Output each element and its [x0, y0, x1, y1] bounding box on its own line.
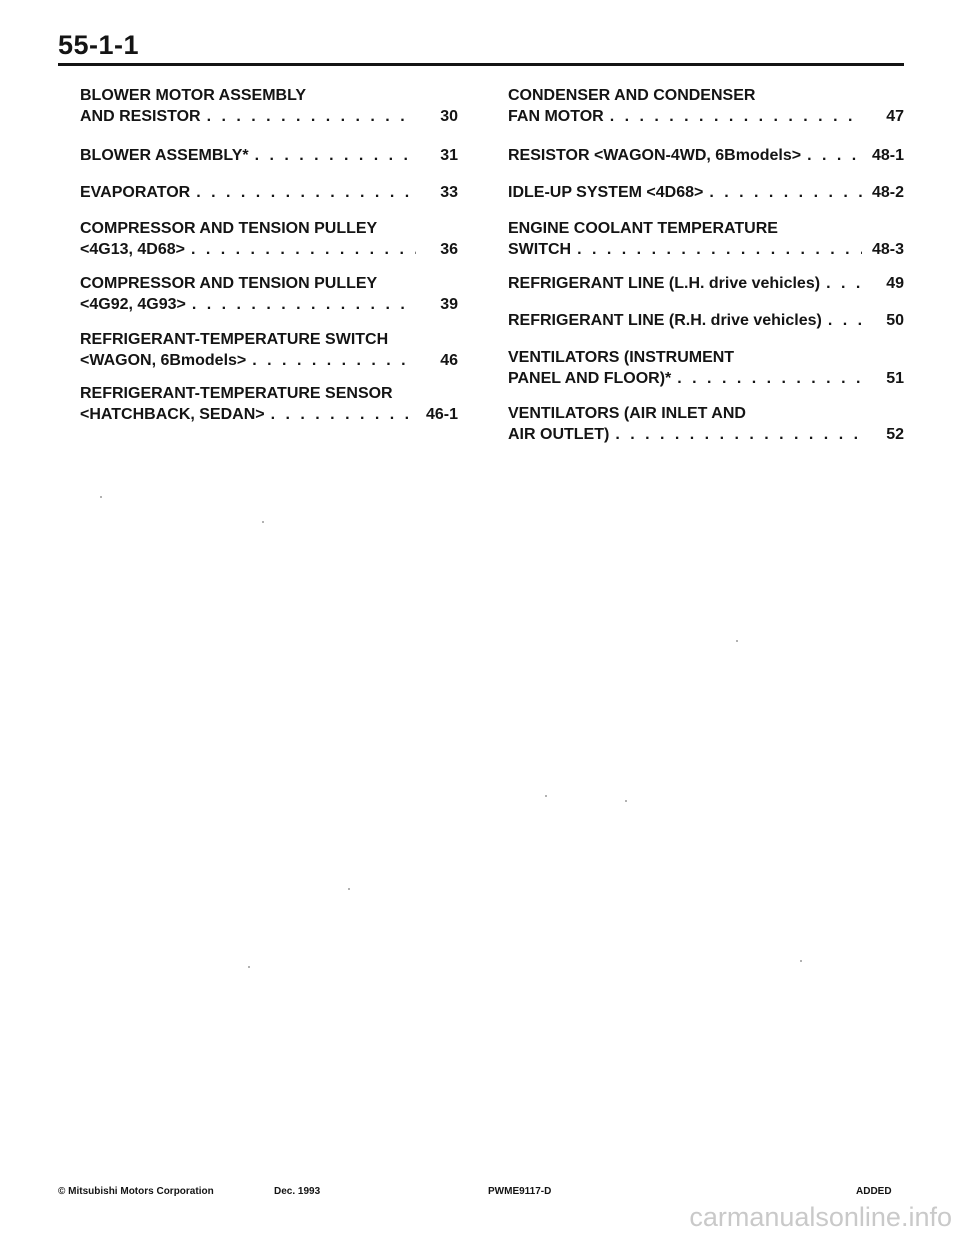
scan-speck: [248, 966, 250, 968]
dot-leader: [252, 350, 416, 371]
toc-entry-title-line: VENTILATORS (AIR INLET AND: [508, 405, 746, 422]
scan-speck: [545, 795, 547, 797]
toc-entry-title-line: CONDENSER AND CONDENSER: [508, 87, 756, 104]
toc-entry-page: 48-3: [871, 241, 904, 258]
scan-speck: [100, 496, 102, 498]
toc-entry-title-line: <4G92, 4G93>: [80, 296, 186, 313]
toc-entry-page: 49: [886, 275, 904, 292]
toc-entry[interactable]: [508, 273, 904, 294]
toc-entry-title-line: <4G13, 4D68>: [80, 241, 185, 258]
dot-leader: [828, 310, 862, 331]
toc-entry[interactable]: [508, 403, 904, 445]
toc-entry[interactable]: [80, 182, 458, 203]
scan-speck: [800, 960, 802, 962]
toc-entry-title-line: COMPRESSOR AND TENSION PULLEY: [80, 275, 378, 292]
dot-leader: [577, 239, 862, 260]
toc-entry-title-line: IDLE-UP SYSTEM <4D68>: [508, 184, 704, 201]
footer-code: PWME9117-D: [488, 1186, 552, 1197]
dot-leader: [207, 106, 416, 127]
toc-entry[interactable]: [80, 329, 458, 371]
toc-entry-title-line: AIR OUTLET): [508, 426, 610, 443]
toc-entry-title-line: <WAGON, 6Bmodels>: [80, 352, 247, 369]
dot-leader: [709, 182, 862, 203]
dot-leader: [191, 239, 416, 260]
toc-entry[interactable]: [508, 310, 904, 331]
toc-entry[interactable]: [80, 383, 458, 425]
toc-entry-title-line: SWITCH: [508, 241, 572, 258]
toc-entry[interactable]: [508, 218, 904, 260]
toc-entry[interactable]: [508, 347, 904, 389]
dot-leader: [807, 145, 862, 166]
toc-entry-title-line: PANEL AND FLOOR)*: [508, 370, 672, 387]
scan-speck: [736, 640, 738, 642]
toc-entry-title-line: REFRIGERANT-TEMPERATURE SENSOR: [80, 385, 393, 402]
toc-entry-page: 31: [440, 147, 458, 164]
toc-entry-title-line: EVAPORATOR: [80, 184, 191, 201]
dot-leader: [677, 368, 862, 389]
toc-entry-page: 33: [440, 184, 458, 201]
watermark-text: carmanualsonline.info: [689, 1202, 952, 1232]
toc-entry-page: 46-1: [425, 406, 458, 423]
toc-entry-page: 50: [886, 312, 904, 329]
page-number: 55-1-1: [58, 30, 140, 60]
footer-copyright: © Mitsubishi Motors Corporation: [58, 1186, 214, 1197]
toc-entry-title-line: REFRIGERANT LINE (L.H. drive vehicles): [508, 275, 821, 292]
toc-entry-title-line: ENGINE COOLANT TEMPERATURE: [508, 220, 778, 237]
dot-leader: [826, 273, 862, 294]
footer-date: Dec. 1993: [274, 1186, 321, 1197]
toc-entry-title-line: BLOWER ASSEMBLY*: [80, 147, 249, 164]
toc-entry-page: 46: [440, 352, 458, 369]
dot-leader: [610, 106, 862, 127]
toc-entry-page: 51: [886, 370, 904, 387]
toc-entry-title-line: COMPRESSOR AND TENSION PULLEY: [80, 220, 378, 237]
toc-entry-title-line: FAN MOTOR: [508, 108, 604, 125]
toc-entry[interactable]: [80, 85, 458, 127]
toc-entry[interactable]: [80, 218, 458, 260]
dot-leader: [615, 424, 862, 445]
toc-entry[interactable]: [508, 145, 904, 166]
toc-entry-title-line: <HATCHBACK, SEDAN>: [80, 406, 265, 423]
toc-entry-page: 52: [886, 426, 904, 443]
toc-entry-title-line: AND RESISTOR: [80, 108, 201, 125]
footer-status: ADDED: [856, 1186, 892, 1197]
toc-entry-page: 48-2: [871, 184, 904, 201]
toc-entry[interactable]: [508, 182, 904, 203]
scan-speck: [625, 800, 627, 802]
toc-entry[interactable]: [80, 145, 458, 166]
scan-speck: [262, 521, 264, 523]
toc-entry-title-line: RESISTOR <WAGON-4WD, 6Bmodels>: [508, 147, 802, 164]
toc-entry-page: 48-1: [871, 147, 904, 164]
toc-entry-title-line: BLOWER MOTOR ASSEMBLY: [80, 87, 307, 104]
dot-leader: [192, 294, 416, 315]
toc-entry[interactable]: [508, 85, 904, 127]
dot-leader: [255, 145, 416, 166]
toc-entry-page: 36: [440, 241, 458, 258]
toc-entry-title-line: REFRIGERANT LINE (R.H. drive vehicles): [508, 312, 822, 329]
dot-leader: [271, 404, 416, 425]
toc-entry[interactable]: [80, 273, 458, 315]
toc-entry-title-line: VENTILATORS (INSTRUMENT: [508, 349, 735, 366]
scan-speck: [348, 888, 350, 890]
toc-entry-page: 30: [440, 108, 458, 125]
dot-leader: [196, 182, 416, 203]
toc-entry-page: 47: [886, 108, 904, 125]
toc-entry-title-line: REFRIGERANT-TEMPERATURE SWITCH: [80, 331, 389, 348]
toc-entry-page: 39: [440, 296, 458, 313]
header-rule: [58, 63, 904, 66]
